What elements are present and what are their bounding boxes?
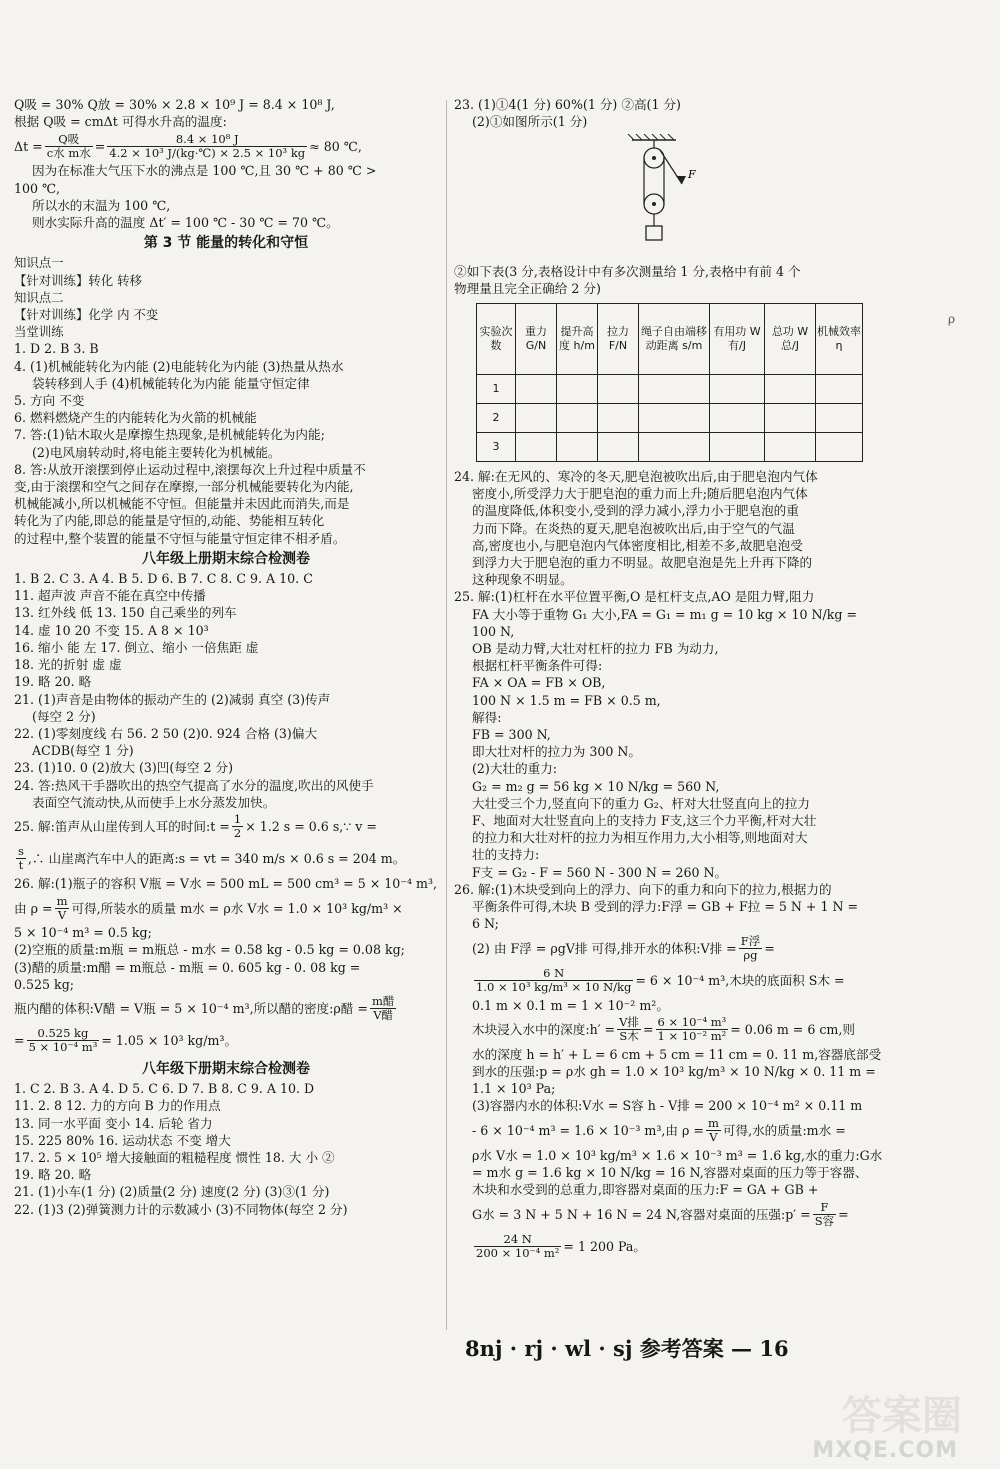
formula-line: = $\frac{0.525 kg}{\text{5 × 10⁻⁴ m³}}$ = 1.05 × 10³ kg/m³。 xyxy=(14,1026,238,1055)
formula-line xyxy=(454,1014,884,1046)
section-title: 第 3 节 能量的转化和守恒 xyxy=(143,235,309,252)
fraction xyxy=(27,1027,100,1054)
text-line: 19. 略 20. 略 xyxy=(14,1167,92,1183)
force-label: F xyxy=(688,168,696,182)
text-line: 的拉力和大壮对杆的拉力为相互作用力,大小相等,则地面对大 xyxy=(472,830,808,846)
table-cell xyxy=(516,404,557,433)
fraction xyxy=(617,1016,641,1043)
watermark-logo: 答案圈 xyxy=(842,1393,962,1439)
table-cell xyxy=(816,404,863,433)
fraction xyxy=(739,935,762,962)
formula-text: = xyxy=(764,940,775,956)
column-divider xyxy=(446,100,447,1330)
table-cell xyxy=(598,404,639,433)
text-line: 力而下降。在炎热的夏天,肥皂泡被吹出后,由于空气的气温 xyxy=(472,520,795,536)
text-line: 知识点一 xyxy=(14,255,64,271)
table-cell xyxy=(710,433,765,462)
denominator: V xyxy=(57,907,67,922)
text-line: 平衡条件可得,木块 B 受到的浮力:F浮 = GB + F拉 = 5 N + 1 N = xyxy=(472,899,859,915)
text-line: (3)容器内水的体积:V水 = S容 h - V排 = 200 × 10⁻⁴ m² × 0.11 m xyxy=(472,1098,863,1114)
text-line: 8. 答:从放开滚摆到停止运动过程中,滚摆每次上升过程中质量不 xyxy=(14,461,366,477)
fraction xyxy=(656,1016,729,1043)
text-line: = m水 g = 1.6 kg × 10 N/kg = 16 N,容器对桌面的压力等于容器、 xyxy=(472,1164,868,1180)
table-cell xyxy=(765,433,816,462)
text-line: 0.1 m × 0.1 m = 1 × 10⁻² m²。 xyxy=(472,997,669,1013)
text-line: (2)①如图所示(1 分) xyxy=(472,114,588,130)
text-line: FA 大小等于重物 G₁ 大小,FA = G₁ = m₁ g = 10 kg × 10 N/kg = xyxy=(472,606,858,622)
denominator: 2 xyxy=(233,826,242,841)
numerator: m xyxy=(707,1116,719,1131)
table-cell: 2 xyxy=(477,404,516,433)
section-title: 八年级上册期末综合检测卷 xyxy=(142,550,310,567)
text-line: 变,由于滚摆和空气之间存在摩擦,一部分机械能要转化为内能, xyxy=(14,479,354,495)
experiment-table xyxy=(476,303,863,462)
formula-line xyxy=(14,993,438,1025)
text-line: 则水实际升高的温度 Δt′ = 100 ℃ - 30 ℃ = 70 ℃。 xyxy=(32,215,339,231)
text-line: 所以水的末温为 100 ℃, xyxy=(32,197,171,213)
denominator: 1 × 10⁻² m² xyxy=(657,1029,727,1044)
table-row xyxy=(477,433,863,462)
formula-text: G水 = 3 N + 5 N + 16 N = 24 N,容器对桌面的压强:p′ = xyxy=(472,1206,811,1222)
denominator: S容 xyxy=(814,1213,835,1228)
table-cell: 1 xyxy=(477,375,516,404)
text-line: 表面空气流动快,从而使手上水分蒸发加快。 xyxy=(32,794,276,810)
text-line: 25. 解:(1)杠杆在水平位置平衡,O 是杠杆支点,AO 是阻力臂,阻力 xyxy=(454,589,815,605)
text-line: 22. (1)3 (2)弹簧测力计的示数减小 (3)不同物体(每空 2 分) xyxy=(14,1201,348,1217)
text-line: (2)空瓶的质量:m瓶 = m瓶总 - m水 = 0.58 kg - 0.5 kg = 0.08 kg; xyxy=(14,942,405,958)
text-line: 1. C 2. B 3. A 4. D 5. C 6. D 7. B 8. C 9. A 10. D xyxy=(14,1081,315,1097)
watermark xyxy=(810,1384,980,1469)
text-line: OB 是动力臂,大壮对杠杆的拉力 FB 为动力, xyxy=(472,641,719,657)
formula-line xyxy=(14,811,438,843)
table-row xyxy=(477,404,863,433)
text-line: 的温度降低,体积变小,受到的浮力减小,浮力小于肥皂泡的重 xyxy=(472,503,799,519)
formula-text: 由 ρ = xyxy=(14,900,53,916)
formula-text: = 0.06 m = 6 cm,则 xyxy=(730,1022,855,1038)
text-line: 100 ℃, xyxy=(14,180,61,196)
text-line: 100 N, xyxy=(472,623,515,639)
text-line: 4. (1)机械能转化为内能 (2)电能转化为内能 (3)热量从热水 xyxy=(14,358,344,374)
fraction xyxy=(706,1117,721,1144)
formula-line xyxy=(454,1230,884,1262)
numerator: m醋 xyxy=(371,994,395,1009)
formula-text: × 1.2 s = 0.6 s,∵ v = xyxy=(245,819,377,835)
text-line: 水的深度 h = h′ + L = 6 cm + 5 cm = 11 cm = 0. 11 m,容器底部受 xyxy=(472,1046,882,1062)
table-cell xyxy=(710,375,765,404)
text-line: 【针对训练】化学 内 不变 xyxy=(14,307,159,323)
text-line: 木块和水受到的总重力,即容器对桌面的压力:F = GA + GB + xyxy=(472,1181,819,1197)
formula-text: 可得,水的质量:m水 = xyxy=(722,1122,846,1138)
denominator: 4.2 × 10³ J/(kg·℃) × 2.5 × 10³ kg xyxy=(109,145,306,160)
table-header: 重力 G/N xyxy=(516,304,557,375)
text-line: Q吸 = 30% Q放 = 30% × 2.8 × 10⁹ J = 8.4 × 10⁸ J, xyxy=(14,97,335,112)
fraction xyxy=(474,1233,561,1260)
text-line: 13. 红外线 低 13. 150 自己乘坐的列车 xyxy=(14,605,237,621)
table-header: 绳子自由端移动距离 s/m xyxy=(639,304,710,375)
numerator: V排 xyxy=(619,1015,639,1030)
right-column xyxy=(454,96,884,1262)
formula-delta-t xyxy=(14,130,438,162)
text-line: (每空 2 分) xyxy=(32,708,96,724)
text-line: 1. D 2. B 3. B xyxy=(14,341,99,357)
text-line: ②如下表(3 分,表格设计中有多次测量给 1 分,表格中有前 4 个 xyxy=(454,263,801,279)
table-cell xyxy=(598,433,639,462)
denominator: 5 × 10⁻⁴ m³ xyxy=(28,1040,98,1055)
page-footer: 8nj · rj · wl · sj 参考答案 — 16 xyxy=(465,1336,789,1361)
text-line: 1. B 2. C 3. A 4. B 5. D 6. B 7. C 8. C 9. A 10. C xyxy=(14,571,313,587)
numerator: s xyxy=(18,844,24,859)
text-line: G₂ = m₂ g = 56 kg × 10 N/kg = 560 N, xyxy=(472,778,720,794)
text-line: 0.525 kg; xyxy=(14,976,74,992)
denominator: V xyxy=(709,1130,718,1145)
table-header: 拉力 F/N xyxy=(598,304,639,375)
table-cell xyxy=(557,404,598,433)
left-column xyxy=(14,96,438,1218)
denominator: t xyxy=(18,858,24,873)
text-line: 密度小,所受浮力大于肥皂泡的重力而上升;随后肥皂泡内气体 xyxy=(472,486,808,502)
section-title: 八年级下册期末综合检测卷 xyxy=(142,1060,310,1077)
denominator: V醋 xyxy=(373,1008,394,1023)
table-cell xyxy=(598,375,639,404)
text-line: 17. 2. 5 × 10⁵ 增大接触面的粗糙程度 惯性 18. 大 小 ② xyxy=(14,1149,335,1165)
text-line: 23. (1)10. 0 (2)放大 (3)凹(每空 2 分) xyxy=(14,760,234,776)
text-line: 解得: xyxy=(472,709,502,725)
formula-line xyxy=(454,1115,884,1147)
text-line: 根据 Q吸 = cmΔt 可得水升高的温度: xyxy=(14,114,227,130)
text-line: 7. 答:(1)钻木取火是摩擦生热现象,是机械能转化为内能; xyxy=(14,427,325,443)
formula-text: = 1 200 Pa。 xyxy=(563,1238,647,1254)
text-line: 14. 虚 10 20 不变 15. A 8 × 10³ xyxy=(14,622,209,638)
fraction xyxy=(232,813,243,840)
table-header: 有用功 W有/J xyxy=(710,304,765,375)
table-cell xyxy=(639,375,710,404)
table-header: 提升高度 h/m xyxy=(557,304,598,375)
denominator: S木 xyxy=(619,1029,639,1044)
formula-text: 木块浸入水中的深度:h′ = xyxy=(472,1022,616,1038)
text-line: (2)电风扇转动时,将电能主要转化为机械能。 xyxy=(32,444,281,460)
text-line: F支 = G₂ - F = 560 N - 300 N = 260 N。 xyxy=(472,864,728,880)
formula-text: 可得,所装水的质量 m水 = ρ水 V水 = 1.0 × 10³ kg/m³ × xyxy=(71,900,403,916)
formula-text: 25. 解:笛声从山崖传到人耳的时间:t = xyxy=(14,819,230,835)
text-line: 13. 同一水平面 变小 14. 后轮 省力 xyxy=(14,1115,213,1131)
table-row xyxy=(477,375,863,404)
text-line: 22. (1)零刻度线 右 56. 2 50 (2)0. 924 合格 (3)偏大 xyxy=(14,725,318,741)
formula-text: ,∴ 山崖离汽车中人的距离:s = vt = 340 m/s × 0.6 s = 204 m。 xyxy=(27,851,406,867)
table-cell xyxy=(816,433,863,462)
table-cell xyxy=(516,375,557,404)
stray-mark: ρ xyxy=(948,312,956,326)
numerator: Q吸 xyxy=(45,133,93,147)
denominator: 1.0 × 10³ kg/m³ × 10 N/kg xyxy=(476,980,632,994)
table-cell xyxy=(639,433,710,462)
numerator: 8.4 × 10⁸ J xyxy=(107,133,307,147)
numerator: F浮 xyxy=(740,934,761,948)
fraction xyxy=(474,967,633,994)
formula-text: = 1.05 × 10³ kg/m³。 xyxy=(101,1033,238,1049)
table-cell xyxy=(557,433,598,462)
pulley-diagram xyxy=(624,134,704,254)
fraction xyxy=(370,995,396,1022)
table-cell xyxy=(516,433,557,462)
text-line: FA × OA = FB × OB, xyxy=(472,675,606,691)
text-line: 100 N × 1.5 m = FB × 0.5 m, xyxy=(472,692,661,708)
text-line: 5. 方向 不变 xyxy=(14,393,85,409)
denominator: ρg xyxy=(743,948,758,962)
text-line: 24. 解:在无风的、寒冷的冬天,肥皂泡被吹出后,由于肥皂泡内气体 xyxy=(454,469,818,485)
formula-text: 瓶内醋的体积:V醋 = V瓶 = 5 × 10⁻⁴ m³,所以醋的密度:ρ醋 = xyxy=(14,1001,368,1017)
text-line: 袋转移到人手 (4)机械能转化为内能 能量守恒定律 xyxy=(32,375,310,391)
numerator: 6 N xyxy=(474,967,633,981)
denominator: 200 × 10⁻⁴ m² xyxy=(476,1245,560,1260)
numerator: F xyxy=(813,1201,836,1215)
text-line: ACDB(每空 1 分) xyxy=(32,743,134,759)
text-line: 的过程中,整个装置的能量不守恒与能量守恒定律不相矛盾。 xyxy=(14,530,346,546)
text-line: 转化为了内能,即总的能量是守恒的,动能、势能相互转化 xyxy=(14,513,325,529)
text-line: FB = 300 N, xyxy=(472,727,551,743)
formula-text: = xyxy=(642,1022,654,1038)
watermark-site: MXQE.COM xyxy=(812,1438,958,1463)
text-line: 6 N; xyxy=(472,916,499,932)
fraction xyxy=(107,133,307,160)
text-line: (3)醋的质量:m醋 = m瓶总 - m瓶 = 0. 605 kg - 0. 08 kg = xyxy=(14,959,361,975)
text-line: 26. 解:(1)木块受到向上的浮力、向下的重力和向下的拉力,根据力的 xyxy=(454,881,832,897)
fraction xyxy=(45,133,93,160)
text-line: 6. 燃料燃烧产生的内能转化为火箭的机械能 xyxy=(14,410,257,426)
formula-line xyxy=(14,843,438,875)
denominator: c水 m水 xyxy=(46,145,91,160)
text-line: 15. 225 80% 16. 运动状态 不变 增大 xyxy=(14,1132,231,1148)
text-line: 26. 解:(1)瓶子的容积 V瓶 = V水 = 500 mL = 500 cm³ = 5 × 10⁻⁴ m³, xyxy=(14,875,438,891)
fraction xyxy=(16,845,26,872)
formula-text: Δt = xyxy=(14,138,43,154)
table-header: 实验次数 xyxy=(477,304,516,375)
text-line: 大壮受三个力,竖直向下的重力 G₂、杆对大壮竖直向上的拉力 xyxy=(472,795,810,811)
table-cell xyxy=(765,375,816,404)
table-header-row xyxy=(477,304,863,375)
text-line: 因为在标准大气压下水的沸点是 100 ℃,且 30 ℃ + 80 ℃ > xyxy=(32,163,377,179)
table-cell xyxy=(710,404,765,433)
text-line: 【针对训练】转化 转移 xyxy=(14,272,142,288)
text-line: 21. (1)小车(1 分) (2)质量(2 分) 速度(2 分) (3)③(1 分) xyxy=(14,1184,330,1200)
fraction xyxy=(813,1201,836,1228)
numerator: m xyxy=(56,893,68,908)
text-line: 根据杠杆平衡条件可得: xyxy=(472,658,603,674)
text-line: 到浮力大于肥皂泡的重力不明显。故肥皂泡是先上升再下降的 xyxy=(472,555,813,571)
text-line: 11. 2. 8 12. 力的方向 B 力的作用点 xyxy=(14,1098,221,1114)
numerator: 24 N xyxy=(474,1233,561,1247)
fraction xyxy=(55,895,70,922)
table-cell: 3 xyxy=(477,433,516,462)
formula-line xyxy=(14,892,438,924)
formula-text: (2) 由 F浮 = ρgV排 可得,排开水的体积:V排 = xyxy=(472,940,737,956)
text-line: 5 × 10⁻⁴ m³ = 0.5 kg; xyxy=(14,925,152,941)
formula-text: = 6 × 10⁻⁴ m³,木块的底面积 S木 = xyxy=(635,972,845,988)
table-header: 机械效率 η xyxy=(816,304,863,375)
table-cell xyxy=(765,404,816,433)
formula-line xyxy=(454,933,884,965)
text-line: 壮的支持力: xyxy=(472,847,540,863)
text-line: 18. 光的折射 虚 虚 xyxy=(14,657,122,673)
formula-line xyxy=(454,965,884,997)
text-line: 知识点二 xyxy=(14,289,64,305)
text-line: 高,密度也小,与肥皂泡内气体密度相比,相差不多,故肥皂泡受 xyxy=(472,537,803,553)
text-line: 机械能减小,所以机械能不守恒。但能量并未因此而消失,而是 xyxy=(14,496,350,512)
text-line: 16. 缩小 能 左 17. 倒立、缩小 一倍焦距 虚 xyxy=(14,639,259,655)
text-line: 物理量且完全正确给 2 分) xyxy=(454,280,601,296)
formula-line xyxy=(454,1198,884,1230)
text-line: (2)大壮的重力: xyxy=(472,761,558,777)
text-line: 即大壮对杆的拉力为 300 N。 xyxy=(472,744,642,760)
numerator: 0.525 kg xyxy=(27,1027,100,1041)
table-cell xyxy=(816,375,863,404)
text-line: 19. 略 20. 略 xyxy=(14,674,92,690)
text-line: 当堂训练 xyxy=(14,324,64,340)
text-line: 11. 超声波 声音不能在真空中传播 xyxy=(14,588,206,604)
table-header: 总功 W总/J xyxy=(765,304,816,375)
text-line: 这种现象不明显。 xyxy=(472,572,573,588)
numerator: 1 xyxy=(233,812,242,827)
text-line: ρ水 V水 = 1.0 × 10³ kg/m³ × 1.6 × 10⁻³ m³ = 1.6 kg,水的重力:G水 xyxy=(472,1147,883,1163)
text-line: 24. 答:热风干手器吹出的热空气提高了水分的温度,吹出的风使手 xyxy=(14,777,374,793)
formula-text: - 6 × 10⁻⁴ m³ = 1.6 × 10⁻³ m³,由 ρ = xyxy=(472,1122,704,1138)
table-cell xyxy=(639,404,710,433)
text-line: 1.1 × 10³ Pa; xyxy=(472,1081,556,1097)
numerator: 6 × 10⁻⁴ m³ xyxy=(657,1015,727,1030)
text-line: 到水的压强:p = ρ水 gh = 1.0 × 10³ kg/m³ × 10 N/kg × 0. 11 m = xyxy=(472,1063,876,1079)
text-line: 23. (1)①4(1 分) 60%(1 分) ②高(1 分) xyxy=(454,97,681,112)
formula-text: = xyxy=(94,138,106,154)
text-line: F、地面对大壮竖直向上的支持力 F支,这三个力平衡,杆对大壮 xyxy=(472,813,817,829)
text-line: 21. (1)声音是由物体的振动产生的 (2)减弱 真空 (3)传声 xyxy=(14,691,331,707)
table-cell xyxy=(557,375,598,404)
formula-text: = xyxy=(838,1206,849,1222)
formula-text: ≈ 80 ℃, xyxy=(309,138,362,154)
